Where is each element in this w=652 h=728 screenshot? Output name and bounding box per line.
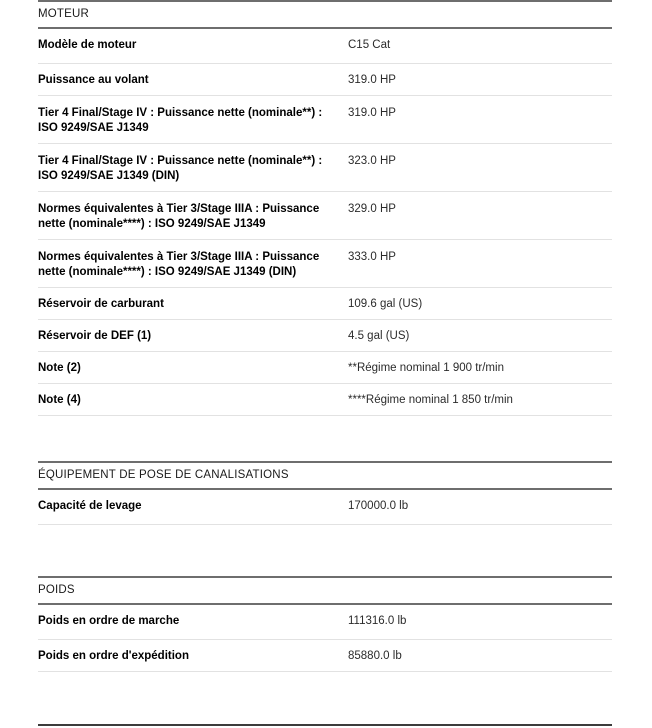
spec-label: Poids en ordre de marche bbox=[38, 605, 348, 639]
spec-value: **Régime nominal 1 900 tr/min bbox=[348, 351, 612, 383]
table-row bbox=[38, 605, 612, 639]
spec-label: Note (2) bbox=[38, 351, 348, 383]
spec-value: 85880.0 lb bbox=[348, 639, 612, 671]
spec-label: Poids en ordre d'expédition bbox=[38, 639, 348, 671]
table-row bbox=[38, 490, 612, 524]
spec-value: ****Régime nominal 1 850 tr/min bbox=[348, 383, 612, 415]
table-row bbox=[38, 287, 612, 319]
page-bottom-rule bbox=[38, 724, 612, 726]
spec-label: Tier 4 Final/Stage IV : Puissance nette (nominale**) : ISO 9249/SAE J1349 (DIN) bbox=[38, 143, 348, 191]
table-row bbox=[38, 191, 612, 239]
spec-value: 4.5 gal (US) bbox=[348, 319, 612, 351]
spec-value: C15 Cat bbox=[348, 29, 612, 63]
spec-label: Réservoir de DEF (1) bbox=[38, 319, 348, 351]
spec-label: Puissance au volant bbox=[38, 63, 348, 95]
spec-label: Réservoir de carburant bbox=[38, 287, 348, 319]
table-row bbox=[38, 29, 612, 63]
section-header-moteur bbox=[38, 0, 612, 29]
spec-value: 319.0 HP bbox=[348, 95, 612, 143]
spec-label: Capacité de levage bbox=[38, 490, 348, 524]
table-row bbox=[38, 383, 612, 415]
spec-label: Normes équivalentes à Tier 3/Stage IIIA : Puissance nette (nominale****) : ISO 9249/SAE J1349 (DIN) bbox=[38, 239, 348, 287]
spec-value: 109.6 gal (US) bbox=[348, 287, 612, 319]
table-row bbox=[38, 351, 612, 383]
spec-value: 111316.0 lb bbox=[348, 605, 612, 639]
table-row bbox=[38, 143, 612, 191]
table-row bbox=[38, 63, 612, 95]
table-row bbox=[38, 319, 612, 351]
section-header-equipement bbox=[38, 461, 612, 490]
section-header-poids bbox=[38, 576, 612, 605]
section-poids bbox=[38, 576, 612, 672]
section-title: MOTEUR bbox=[38, 8, 90, 20]
spec-table-equipement bbox=[38, 490, 612, 525]
section-title: POIDS bbox=[38, 584, 75, 596]
table-row bbox=[38, 639, 612, 671]
spec-label: Modèle de moteur bbox=[38, 29, 348, 63]
spec-label: Normes équivalentes à Tier 3/Stage IIIA : Puissance nette (nominale****) : ISO 9249/SAE J1349 bbox=[38, 191, 348, 239]
table-row bbox=[38, 239, 612, 287]
section-title: ÉQUIPEMENT DE POSE DE CANALISATIONS bbox=[38, 469, 289, 481]
spec-label: Tier 4 Final/Stage IV : Puissance nette (nominale**) : ISO 9249/SAE J1349 bbox=[38, 95, 348, 143]
spec-table-moteur bbox=[38, 29, 612, 416]
spec-label: Note (4) bbox=[38, 383, 348, 415]
spec-value: 170000.0 lb bbox=[348, 490, 612, 524]
spec-value: 329.0 HP bbox=[348, 191, 612, 239]
section-moteur bbox=[38, 0, 612, 416]
spec-value: 323.0 HP bbox=[348, 143, 612, 191]
table-row bbox=[38, 95, 612, 143]
spec-value: 319.0 HP bbox=[348, 63, 612, 95]
spec-table-poids bbox=[38, 605, 612, 672]
section-equipement-pose-canalisations bbox=[38, 461, 612, 525]
spec-value: 333.0 HP bbox=[348, 239, 612, 287]
